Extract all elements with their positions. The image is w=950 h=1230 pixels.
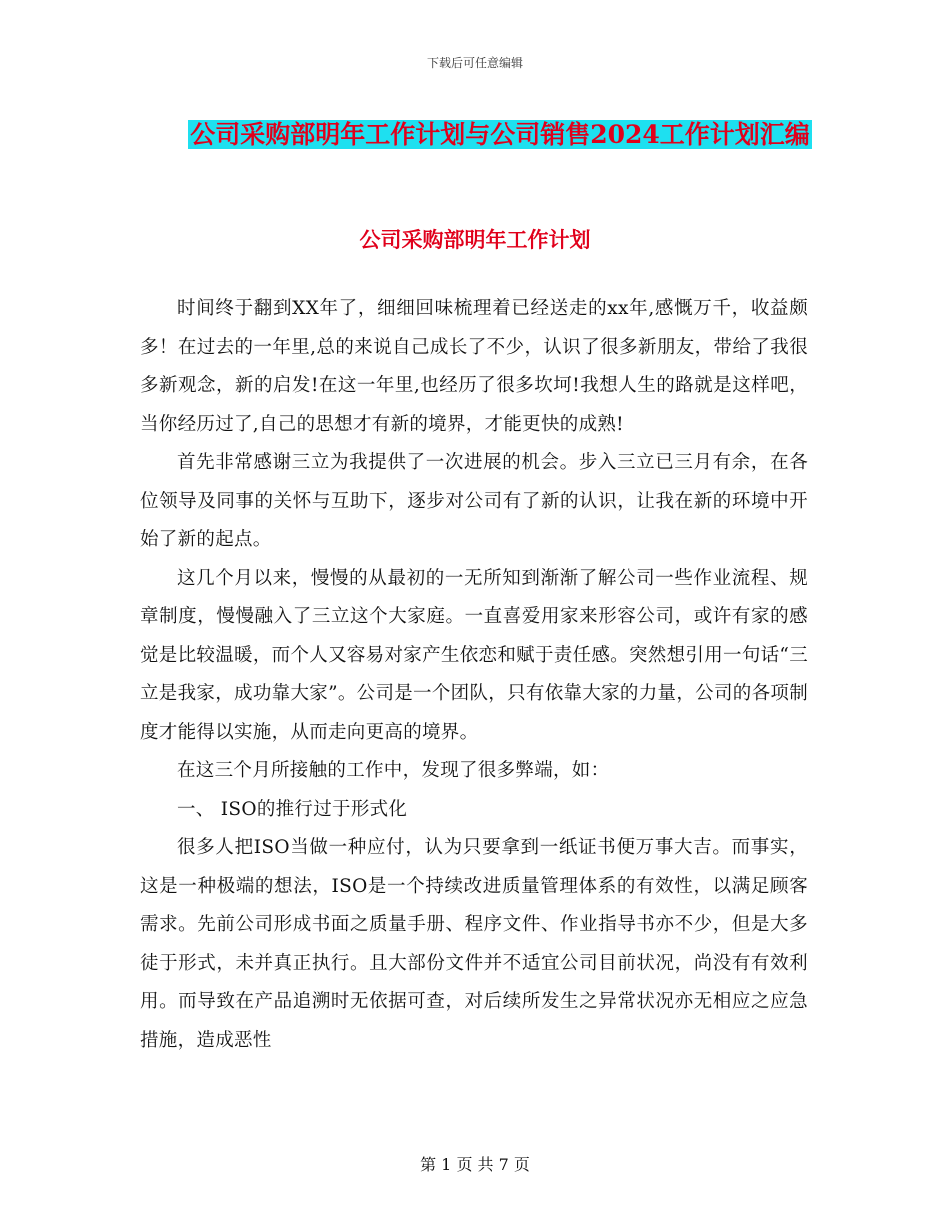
list-heading: 一、 ISO的推行过于形式化: [177, 798, 408, 820]
section-title: 公司采购部明年工作计划: [359, 227, 591, 252]
page-number: 第 1 页 共 7 页: [420, 1155, 530, 1174]
document-title-text: 公司采购部明年工作计划与公司销售2024工作计划汇编: [190, 120, 810, 149]
document-body: [140, 290, 808, 1060]
paragraph: 这几个月以来，慢慢的从最初的一无所知到渐渐了解公司一些作业流程、规章制度，慢慢融入了三立这个大家庭。一直喜爱用家来形容公司，或许有家的感觉是比较温暖，而个人又容易对家产生依恋和赋于责任感。突然想引用一句话“三立是我家，成功靠大家”。公司是一个团队，只有依靠大家的力量，公司的各项制度才能得以实施，从而走向更高的境界。: [140, 567, 808, 743]
document-title: [140, 112, 860, 158]
paragraph: 时间终于翻到XX年了，细细回味梳理着已经送走的xx年,感慨万千，收益颇多！在过去的一年里,总的来说自己成长了不少，认识了很多新朋友，带给了我很多新观念，新的启发!在这一年里,也经历了很多坎坷!我想人生的路就是这样吧，当你经历过了,自己的思想才有新的境界，才能更快的成熟!: [140, 298, 808, 435]
paragraph: 很多人把ISO当做一种应付，认为只要拿到一纸证书便万事大吉。而事实，这是一种极端的想法，ISO是一个持续改进质量管理体系的有效性，以满足顾客需求。先前公司形成书面之质量手册、程序文件、作业指导书亦不少，但是大多徒于形式，未并真正执行。且大部份文件并不适宜公司目前状况，尚没有有效利用。而导致在产品追溯时无依据可查，对后续所发生之异常状况亦无相应之应急措施，造成恶性: [140, 837, 808, 1051]
paragraph: 在这三个月所接触的工作中，发现了很多弊端，如：: [177, 760, 610, 781]
paragraph: 首先非常感谢三立为我提供了一次进展的机会。步入三立已三月有余，在各位领导及同事的关怀与互助下，逐步对公司有了新的认识，让我在新的环境中开始了新的起点。: [140, 452, 808, 550]
header-note: 下载后可任意编辑: [426, 56, 523, 70]
